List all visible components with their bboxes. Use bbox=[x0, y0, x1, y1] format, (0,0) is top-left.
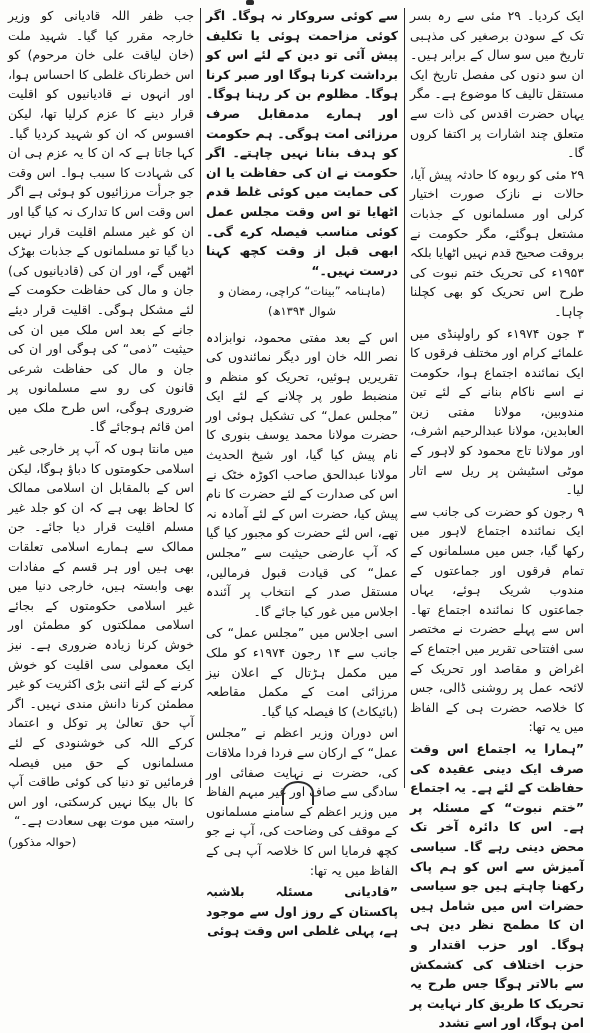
ink-mark bbox=[246, 0, 254, 5]
column-left bbox=[8, 6, 194, 849]
paragraph: میں مانتا ہوں کہ آپ پر خارجی غیر اسلامی حکومتوں کا دباؤ ہوگا، لیکن اس کے بالمقابل ان اسلامی ممالک کا لحاظ بھی ہے کہ ان کو جلد غیر مسلم اقلیت قرار دیا جائے۔ جن ممالک سے ہمارے اسلامی تعلقات بھی ہیں اور ہر قسم کے مفادات بھی وابستہ ہیں، خارجی دنیا میں غیر اسلامی حکومتوں کے بجائے اسلامی مملکتوں کو مطمئن اور خوش کرنا زیادہ ضروری ہے۔ نیز ایک معمولی سی اقلیت کو خوش کرنے کے لئے اتنی بڑی اکثریت کو غیر مطمئن کرنا دانش مندی نہیں۔ اگر آپ حق تعالیٰ پر توکل و اعتماد کرکے اللہ کی خوشنودی کے لئے مسلمانوں کے حق میں فیصلہ فرمائیں تو دنیا کی کوئی طاقت آپ کا بال بیکا نہیں کرسکتی، اور اس راستہ میں موت بھی سعادت ہے۔“ bbox=[8, 441, 194, 829]
quote-paragraph: ”قادیانی مسئلہ بلاشبہ پاکستان کے روز اول سے موجود ہے، پہلی غلطی اس وقت ہوئی bbox=[206, 884, 398, 939]
paragraph: ۲۹ مئی کو ربوہ کا حادثہ پیش آیا، حالات نے نازک صورت اختیار کرلی اور مسلمانوں کے جذبات مشتعل ہوگئے، مگر حکومت نے بروقت صحیح قدم نہیں اٹھایا بلکہ ۱۹۵۳ء کی تحریک ختم نبوت کی طرح اس تحریک کو بھی کچلنا چاہا۔ bbox=[410, 166, 584, 319]
quote-paragraph: سے کوئی سروکار نہ ہوگا۔ اگر کوئی مزاحمت ہوئی یا تکلیف پیش آئی تو دین کے لئے اس کو برداشت کرنا ہوگا اور صبر کرنا ہوگا۔ مظلوم بن کر رہنا ہوگا۔ اور ہمارے مدمقابل صرف مرزائی امت ہوگی۔ ہم حکومت کو ہدف بنانا نہیں چاہتے۔ اگر حکومت نے ان کی حفاظت یا ان کی حمایت میں کوئی غلط قدم اٹھایا تو اس وقت مجلس عمل کوئی مناسب فیصلہ کرے گی۔ ابھی قبل از وقت کچھ کہنا درست نہیں۔“ bbox=[206, 8, 398, 278]
column-divider bbox=[200, 8, 201, 788]
paragraph: ۹ رجون کو حضرت کی جانب سے ایک نمائندہ اجتماع لاہور میں رکھا گیا، جس میں مسلمانوں کے تمام فرقوں اور جماعتوں کے مندوب شریک ہوئے، یہاں جماعتوں کا نمائندہ اجتماع تھا۔ اس سے پہلے حضرت نے مختصر سی افتتاحی تقریر میں اجتماع کے اغراض و مقاصد اور تحریک کے لائحہ عمل پر روشنی ڈالی، جس کا خلاصہ حضرت ہی کے الفاظ میں یہ تھا: bbox=[410, 503, 584, 735]
column-right bbox=[410, 6, 584, 1031]
paragraph: اسی اجلاس میں ”مجلس عمل“ کی جانب سے ۱۴ رجون ۱۹۷۴ء کو ملک میں مکمل ہڑتال کے اعلان نیز مرزائی امت کے مکمل مقاطعہ (بائیکاٹ) کا فیصلہ کیا گیا۔ bbox=[206, 625, 398, 719]
reference-note: (حوالہ مذکور) bbox=[8, 834, 77, 849]
quote-paragraph: ”ہمارا یہ اجتماع اس وقت صرف ایک دینی عقیدہ کی حفاظت کے لئے ہے۔ یہ اجتماع ”ختم نبوت“ کے مسئلہ پر ہے۔ اس کا دائرہ آخر تک محض دینی رہے گا۔ سیاسی آمیزش سے اس کو ہم پاک رکھنا چاہتے ہیں جو سیاسی حضرات اس میں شامل ہیں ان کا مطمح نظر دین ہی ہوگا۔ اور حزب اقتدار و حزب اختلاف کی کشمکش سے بالاتر ہوگا جس طرح یہ تحریک کا طریق کار نہایت پر امن ہوگا، اور اسے تشدد bbox=[410, 740, 584, 1031]
paragraph: اس کے بعد مفتی محمود، نوابزادہ نصر اللہ خان اور دیگر نمائندوں کی تقریریں ہوئیں، تحریک کو منظم و منضبط طور پر چلانے کے لئے ایک ”مجلس عمل“ کی تشکیل ہوئی اور حضرت مولانا محمد یوسف بنوری کا نام پیش کیا گیا، اور شیخ الحدیث مولانا عبدالحق صاحب اکوڑہ خٹک نے اس کی صدارت کے لئے حضرت کا نام پیش کیا، حضرت اس کے لئے آمادہ نہ تھے، اس لئے حضرت کو مجبور کیا گیا کہ آپ عارضی حیثیت سے ”مجلس عمل“ کی قیادت قبول فرمالیں، مستقل صدر کے انتخاب پر آئندہ اجلاس میں غور کیا جائے گا۔ bbox=[206, 329, 398, 619]
column-middle bbox=[206, 6, 398, 939]
column-divider bbox=[404, 8, 405, 788]
paragraph: ۳ جون ۱۹۷۴ء کو راولپنڈی میں علمائے کرام اور مختلف فرقوں کا ایک نمائندہ اجتماع ہوا، حکومت نے اسے ناکام بنانے کے لئے تین مندوبین، مولانا مفتی زین العابدین، مولانا عبدالرحیم اشرف، اور مولانا تاج محمود کو لاہور کے موٹی اسٹیشن پر ریل سے اتار لیا۔ bbox=[410, 325, 584, 498]
page-ornament bbox=[282, 781, 314, 805]
paragraph: جب ظفر اللہ قادیانی کو وزیر خارجہ مقرر کیا گیا۔ شہید ملت (خان لیاقت علی خان مرحوم) کو اس خطرناک غلطی کا احساس ہوا، اور انہوں نے قادیانیوں کو اقلیت قرار دینے کا عزم کرلیا تھا، لیکن افسوس کہ ان کو شہید کردیا گیا۔ کہا جاتا ہے کہ ان کا یہ عزم ہی ان کی شہادت کا سبب ہوا۔ اس وقت جو جرأت مرزائیوں کو ہوئی ہے اگر اس وقت اس کا تدارک نہ کیا گیا اور ان کو غیر مسلم اقلیت قرار نہیں دیا گیا تو مسلمانوں کے جذبات بھڑک اٹھیں گے، اور ان کی (قادیانیوں کی) جان و مال کی حفاظت حکومت کے لئے مشکل ہوگی۔ اقلیت قرار دیئے جانے کے بعد اس ملک میں ان کی حیثیت ”ذمی“ کی ہوگی اور ان کی جان و مال کی حفاظت شرعی قانون کی رو سے مسلمانوں پر ضروری ہوگی، اس طرح ملک میں امن قائم ہوجائے گا۔ bbox=[8, 8, 194, 435]
paragraph: اس دوران وزیر اعظم نے ”مجلس عمل“ کے ارکان سے فردا فردا ملاقات کی، حضرت نے نہایت صفائی اور سادگی سے صاف اور غیر مبہم الفاظ میں وزیر اعظم کے سامنے مسلمانوں کے موقف کی وضاحت کی، آپ نے جو کچھ فرمایا اس کا خلاصہ آپ ہی کے الفاظ میں یہ تھا: bbox=[206, 725, 398, 878]
paragraph: ایک کردیا۔ ۲۹ مئی سے رہ بسر تک کے سودن برصغیر کی مذہبی تاریخ میں سو سال کے برابر ہیں۔ ان سو دنوں کی مفصل تاریخ ایک مستقل تالیف کا موضوع ہے۔ مگر یہاں حضرت اقدس کی ذات سے متعلق چند اشارات پر اکتفا کروں گا۔ bbox=[410, 8, 584, 161]
citation: (ماہنامہ ”بینات“ کراچی، رمضان و شوال ۱۳۹۴ھ) bbox=[218, 284, 386, 318]
